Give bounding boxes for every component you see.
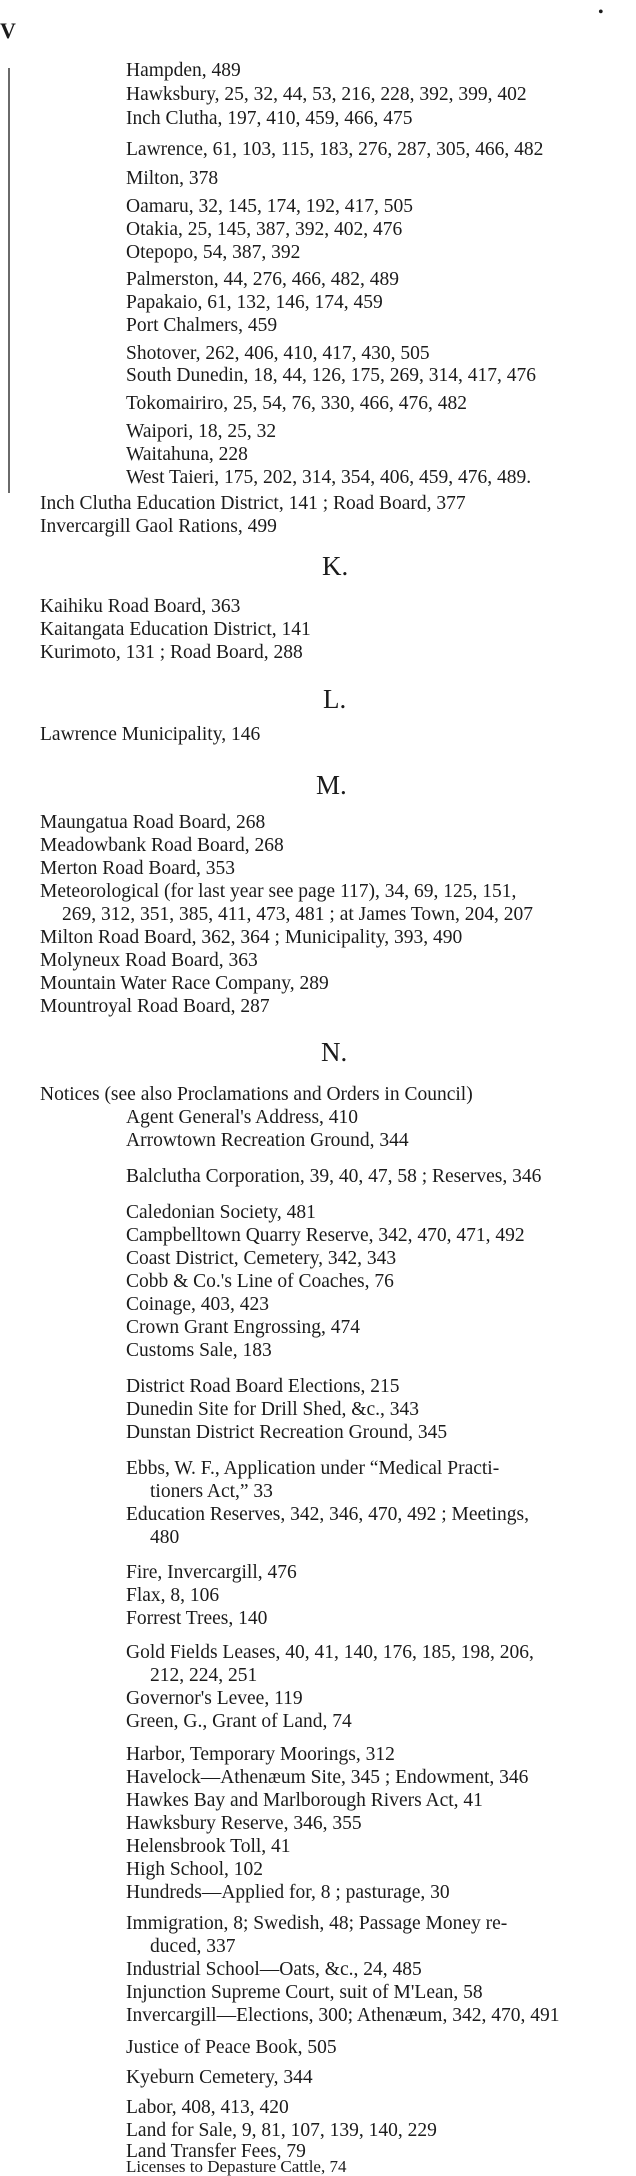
notice-entry: District Road Board Elections, 215 <box>126 1376 400 1397</box>
notice-entry: 480 <box>150 1527 180 1548</box>
notice-entry: Hawksbury Reserve, 346, 355 <box>126 1813 362 1834</box>
notice-entry: Licenses to Depasture Cattle, 74 <box>126 2157 347 2176</box>
notice-entry: tioners Act,” 33 <box>150 1481 273 1502</box>
index-entry: Invercargill Gaol Rations, 499 <box>40 516 277 537</box>
notice-entry: Campbelltown Quarry Reserve, 342, 470, 471, 492 <box>126 1225 525 1246</box>
index-entry: Hampden, 489 <box>126 60 241 81</box>
index-entry: Palmerston, 44, 276, 466, 482, 489 <box>126 269 399 290</box>
index-entry: 269, 312, 351, 385, 411, 473, 481 ; at James Town, 204, 207 <box>62 904 533 925</box>
notice-entry: Green, G., Grant of Land, 74 <box>126 1711 352 1732</box>
index-entry: Molyneux Road Board, 363 <box>40 950 258 971</box>
index-entry: Shotover, 262, 406, 410, 417, 430, 505 <box>126 343 430 364</box>
index-entry: Kurimoto, 131 ; Road Board, 288 <box>40 642 303 663</box>
index-entry: Inch Clutha, 197, 410, 459, 466, 475 <box>126 108 413 129</box>
notice-entry: duced, 337 <box>150 1936 236 1957</box>
stray-mark: • <box>598 4 604 21</box>
notice-entry: Coinage, 403, 423 <box>126 1294 269 1315</box>
notice-entry: Balclutha Corporation, 39, 40, 47, 58 ; Reserves, 346 <box>126 1166 542 1187</box>
notice-entry: Hawkes Bay and Marlborough Rivers Act, 41 <box>126 1790 483 1811</box>
index-entry: Maungatua Road Board, 268 <box>40 812 266 833</box>
notice-entry: Injunction Supreme Court, suit of M'Lean, 58 <box>126 1982 483 2003</box>
notice-entry: Caledonian Society, 481 <box>126 1202 316 1223</box>
index-entry: Papakaio, 61, 132, 146, 174, 459 <box>126 292 383 313</box>
index-entry: South Dunedin, 18, 44, 126, 175, 269, 314, 417, 476 <box>126 365 537 386</box>
index-entry: Otepopo, 54, 387, 392 <box>126 242 301 263</box>
notice-entry: Cobb & Co.'s Line of Coaches, 76 <box>126 1271 394 1292</box>
index-entry: Hawksbury, 25, 32, 44, 53, 216, 228, 392, 399, 402 <box>126 84 527 105</box>
index-entry: Oamaru, 32, 145, 174, 192, 417, 505 <box>126 196 414 217</box>
section-heading-k: K. <box>322 551 349 581</box>
notice-entry: Forrest Trees, 140 <box>126 1608 268 1629</box>
notice-entry: Land for Sale, 9, 81, 107, 139, 140, 229 <box>126 2120 437 2141</box>
notice-entry: Education Reserves, 342, 346, 470, 492 ; Meetings, <box>126 1504 529 1525</box>
margin-rule <box>8 68 10 493</box>
index-entry: Mountroyal Road Board, 287 <box>40 996 270 1017</box>
index-entry: Tokomairiro, 25, 54, 76, 330, 466, 476, 482 <box>126 393 467 414</box>
index-entry: Kaihiku Road Board, 363 <box>40 596 241 617</box>
notice-entry: 212, 224, 251 <box>150 1665 258 1686</box>
notice-entry: Land Transfer Fees, 79 <box>126 2141 306 2162</box>
page-corner-mark: V <box>0 18 16 43</box>
index-entry: Lawrence, 61, 103, 115, 183, 276, 287, 305, 466, 482 <box>126 139 544 160</box>
section-heading-n: N. <box>321 1037 348 1067</box>
index-entry: Waipori, 18, 25, 32 <box>126 421 277 442</box>
notice-entry: Agent General's Address, 410 <box>126 1107 359 1128</box>
notice-entry: Crown Grant Engrossing, 474 <box>126 1317 360 1338</box>
notice-entry: Dunstan District Recreation Ground, 345 <box>126 1422 448 1443</box>
index-entry: Port Chalmers, 459 <box>126 315 278 336</box>
index-entry: Meteorological (for last year see page 117), 34, 69, 125, 151, <box>40 881 517 902</box>
notice-entry: Governor's Levee, 119 <box>126 1688 303 1709</box>
notice-entry: Customs Sale, 183 <box>126 1340 272 1361</box>
notice-entry: Kyeburn Cemetery, 344 <box>126 2067 313 2088</box>
notice-entry: Dunedin Site for Drill Shed, &c., 343 <box>126 1399 420 1420</box>
notice-entry: Invercargill—Elections, 300; Athenæum, 342, 470, 491 <box>126 2005 560 2026</box>
notice-entry: High School, 102 <box>126 1859 264 1880</box>
notice-entry: Helensbrook Toll, 41 <box>126 1836 291 1857</box>
index-entry: Mountain Water Race Company, 289 <box>40 973 329 994</box>
index-entry: Merton Road Board, 353 <box>40 858 235 879</box>
section-heading-m: M. <box>316 770 347 800</box>
index-entry: Milton, 378 <box>126 168 219 189</box>
index-entry: West Taieri, 175, 202, 314, 354, 406, 459, 476, 489. <box>126 467 532 488</box>
notice-entry: Labor, 408, 413, 420 <box>126 2097 289 2118</box>
index-entry: Lawrence Municipality, 146 <box>40 724 261 745</box>
index-entry: Otakia, 25, 145, 387, 392, 402, 476 <box>126 219 403 240</box>
index-entry: Meadowbank Road Board, 268 <box>40 835 284 856</box>
notice-entry: Ebbs, W. F., Application under “Medical Practi- <box>126 1458 500 1479</box>
notice-entry: Hundreds—Applied for, 8 ; pasturage, 30 <box>126 1882 450 1903</box>
notice-entry: Fire, Invercargill, 476 <box>126 1562 297 1583</box>
notice-entry: Gold Fields Leases, 40, 41, 140, 176, 185, 198, 206, <box>126 1642 534 1663</box>
notice-entry: Flax, 8, 106 <box>126 1585 220 1606</box>
index-entry: Milton Road Board, 362, 364 ; Municipality, 393, 490 <box>40 927 463 948</box>
index-entry: Inch Clutha Education District, 141 ; Road Board, 377 <box>40 493 466 514</box>
notices-heading: Notices (see also Proclamations and Orders in Council) <box>40 1084 473 1105</box>
notice-entry: Arrowtown Recreation Ground, 344 <box>126 1130 409 1151</box>
notice-entry: Havelock—Athenæum Site, 345 ; Endowment, 346 <box>126 1767 529 1788</box>
index-entry: Waitahuna, 228 <box>126 444 248 465</box>
notice-entry: Justice of Peace Book, 505 <box>126 2037 337 2058</box>
notice-entry: Industrial School—Oats, &c., 24, 485 <box>126 1959 422 1980</box>
notice-entry: Harbor, Temporary Moorings, 312 <box>126 1744 395 1765</box>
notice-entry: Immigration, 8; Swedish, 48; Passage Money re- <box>126 1913 508 1934</box>
index-entry: Kaitangata Education District, 141 <box>40 619 311 640</box>
section-heading-l: L. <box>323 684 347 714</box>
notice-entry: Coast District, Cemetery, 342, 343 <box>126 1248 397 1269</box>
